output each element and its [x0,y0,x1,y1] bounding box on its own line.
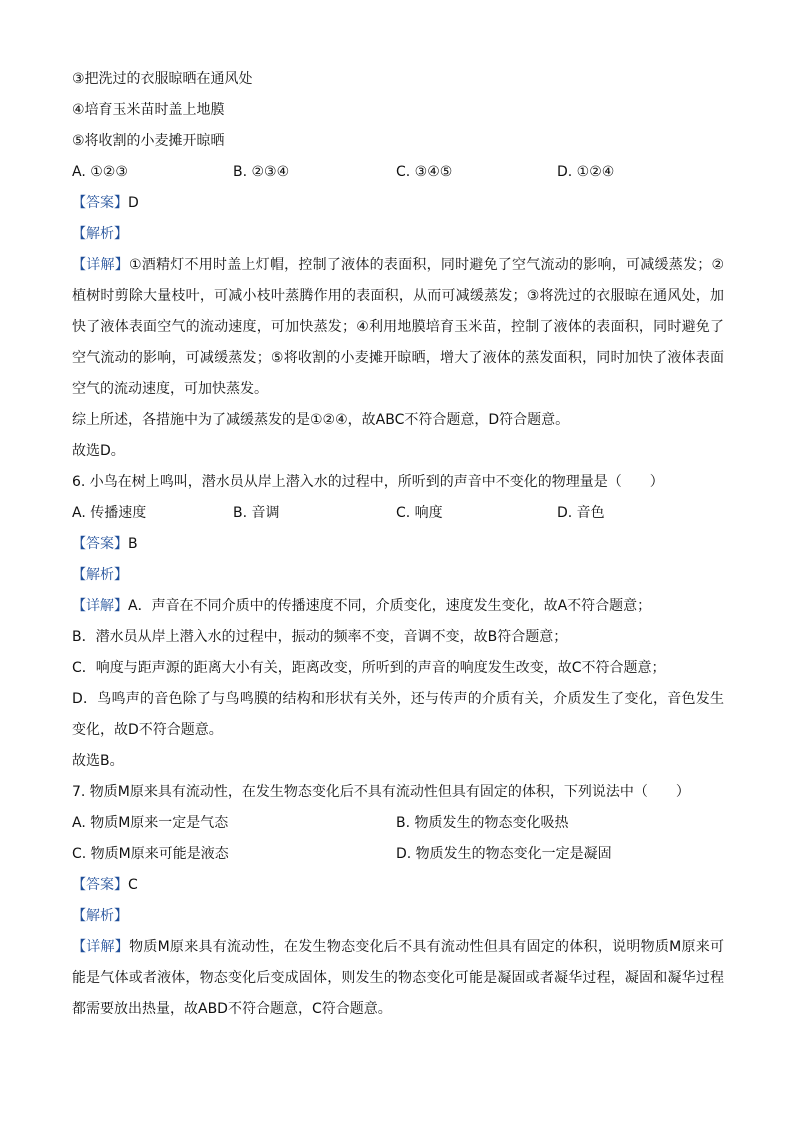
detail-text: 物质M原来具有流动性，在发生物态变化后不具有流动性但具有固定的体积，说明物质M原来可能是气体或者液体，物态变化后变成固体，则发生的物态变化可能是凝固或者凝华过程，凝固和凝华过程都需要放出热量，故ABD不符合题意，C符合题意。 [72,939,725,1017]
q7-option-b: B. 物质发生的物态变化吸热 [396,815,569,831]
q6-options [72,498,724,529]
q5-option-d: D. ①②④ [557,164,615,180]
q6-detail-b: B．潜水员从岸上潜入水的过程中，振动的频率不变，音调不变，故B符合题意； [72,629,568,645]
q5-item-4: ④培育玉米苗时盖上地膜 [72,102,225,118]
q6-conclusion: 故选B。 [72,753,124,769]
answer-value: C [128,877,138,893]
q6-option-a: A. 传播速度 [72,505,147,521]
q6-analysis-heading [72,560,724,591]
q5-answer [72,188,724,219]
q5-item-3: ③把洗过的衣服晾晒在通风处 [72,71,253,87]
detail-tag: 【详解】 [72,598,128,614]
q6-option-c: C. 响度 [396,505,443,521]
answer-value: B [128,536,138,552]
analysis-tag: 【解析】 [72,567,128,583]
q5-summary: 综上所述，各措施中为了减缓蒸发的是①②④，故ABC不符合题意，D符合题意。 [72,412,570,428]
detail-text: ①酒精灯不用时盖上灯帽，控制了液体的表面积，同时避免了空气流动的影响，可减缓蒸发；②植树时剪除大量枝叶，可减小枝叶蒸腾作用的表面积，从而可减缓蒸发；③将洗过的衣服晾在通风处，加快了液体表面空气的流动速度，可加快蒸发；④利用地膜培育玉米苗，控制了液体的表面积，同时避免了空气流动的影响，可减缓蒸发；⑤将收割的小麦摊开晾晒，增大了液体的蒸发面积，同时加快了液体表面空气的流动速度，可加快蒸发。 [72,257,724,397]
q5-option-c: C. ③④⑤ [396,164,453,180]
q5-option-b: B. ②③④ [233,164,290,180]
detail-tag: 【详解】 [72,257,129,273]
q5-options [72,157,724,188]
q5-item-5: ⑤将收割的小麦摊开晾晒 [72,133,225,149]
q7-options-row-1 [72,808,724,839]
answer-tag: 【答案】 [72,195,128,211]
analysis-tag: 【解析】 [72,908,128,924]
answer-tag: 【答案】 [72,877,128,893]
answer-value: D [128,195,139,211]
q5-option-a: A. ①②③ [72,164,128,180]
q6-option-b: B. 音调 [233,505,280,521]
q6-answer [72,529,724,560]
q6-detail-d: D．鸟鸣声的音色除了与鸟鸣膜的结构和形状有关外，还与传声的介质有关，介质发生了变化，音色发生变化，故D不符合题意。 [72,691,724,738]
q6-stem: 6. 小鸟在树上鸣叫，潜水员从岸上潜入水的过程中，所听到的声音中不变化的物理量是（ ） [72,474,664,490]
q7-answer [72,870,724,901]
q7-option-c: C. 物质M原来可能是液态 [72,846,229,862]
q7-stem: 7. 物质M原来具有流动性，在发生物态变化后不具有流动性但具有固定的体积，下列说法中（ ） [72,784,690,800]
q5-detail [72,250,724,405]
analysis-tag: 【解析】 [72,226,128,242]
q7-option-d: D. 物质发生的物态变化一定是凝固 [396,846,612,862]
q5-analysis-heading [72,219,724,250]
q7-option-a: A. 物质M原来一定是气态 [72,815,229,831]
q5-conclusion: 故选D。 [72,443,125,459]
q6-detail-a [72,591,724,622]
q6-detail-c: C．响度与距声源的距离大小有关，距离改变，所听到的声音的响度发生改变，故C不符合题意； [72,660,666,676]
q7-detail [72,932,724,1025]
q7-analysis-heading [72,901,724,932]
answer-tag: 【答案】 [72,536,128,552]
q6-option-d: D. 音色 [557,505,605,521]
document-page [72,64,724,1025]
detail-text: A．声音在不同介质中的传播速度不同，介质变化，速度发生变化，故A不符合题意； [128,598,652,614]
detail-tag: 【详解】 [72,939,130,955]
q7-options-row-2 [72,839,724,870]
